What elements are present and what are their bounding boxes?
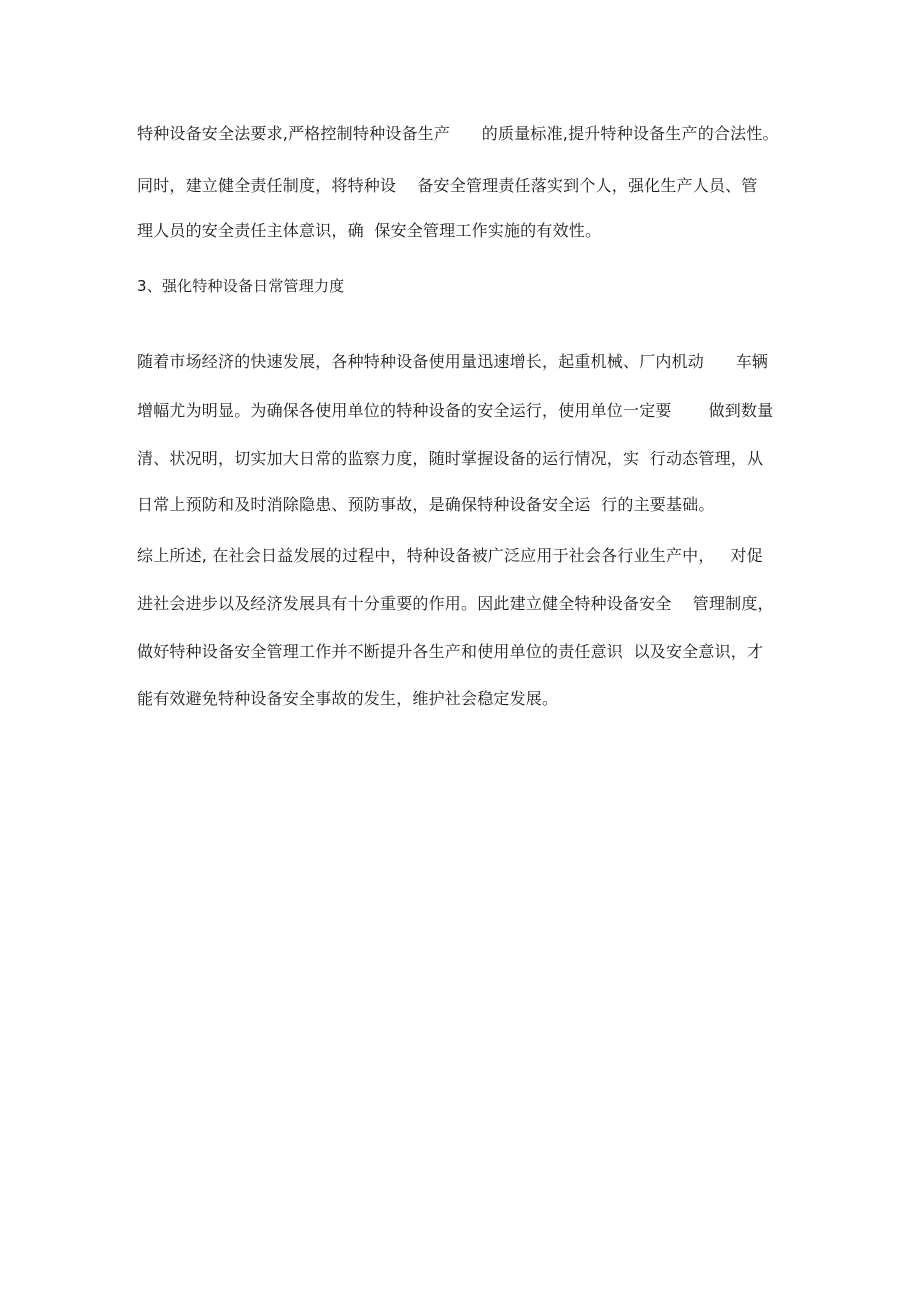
paragraph-1-line-1: 特种设备安全法要求,严格控制特种设备生产 的质量标准,提升特种设备生产的合法性。 — [137, 124, 779, 143]
paragraph-3-line-3: 做好特种设备安全管理工作并不断提升各生产和使用单位的责任意识 以及安全意识，才 — [137, 642, 764, 661]
paragraph-2-line-2: 增幅尤为明显。为确保各使用单位的特种设备的安全运行，使用单位一定要 做到数量 — [137, 401, 774, 420]
paragraph-2-line-4: 日常上预防和及时消除隐患、预防事故，是确保特种设备安全运 行的主要基础。 — [137, 495, 715, 514]
paragraph-3-line-1: 综上所述, 在社会日益发展的过程中，特种设备被广泛应用于社会各行业生产中， 对促 — [137, 546, 763, 565]
paragraph-2-line-1: 随着市场经济的快速发展，各种特种设备使用量迅速增长，起重机械、厂内机动 车辆 — [137, 352, 769, 371]
paragraph-3-line-4: 能有效避免特种设备安全事故的发生，维护社会稳定发展。 — [137, 689, 559, 708]
paragraph-1-line-3: 理人员的安全责任主体意识，确 保安全管理工作实施的有效性。 — [137, 221, 602, 240]
paragraph-2-line-3: 清、状况明，切实加大日常的监察力度，随时掌握设备的运行情况，实 行动态管理，从 — [137, 449, 764, 468]
paragraph-3-line-2: 进社会进步以及经济发展具有十分重要的作用。因此建立健全特种设备安全 管理制度， — [137, 594, 774, 613]
paragraph-1-line-2: 同时，建立健全责任制度，将特种设 备安全管理责任落实到个人，强化生产人员、管 — [137, 176, 758, 195]
section-heading-3: 3、强化特种设备日常管理力度 — [137, 277, 345, 295]
